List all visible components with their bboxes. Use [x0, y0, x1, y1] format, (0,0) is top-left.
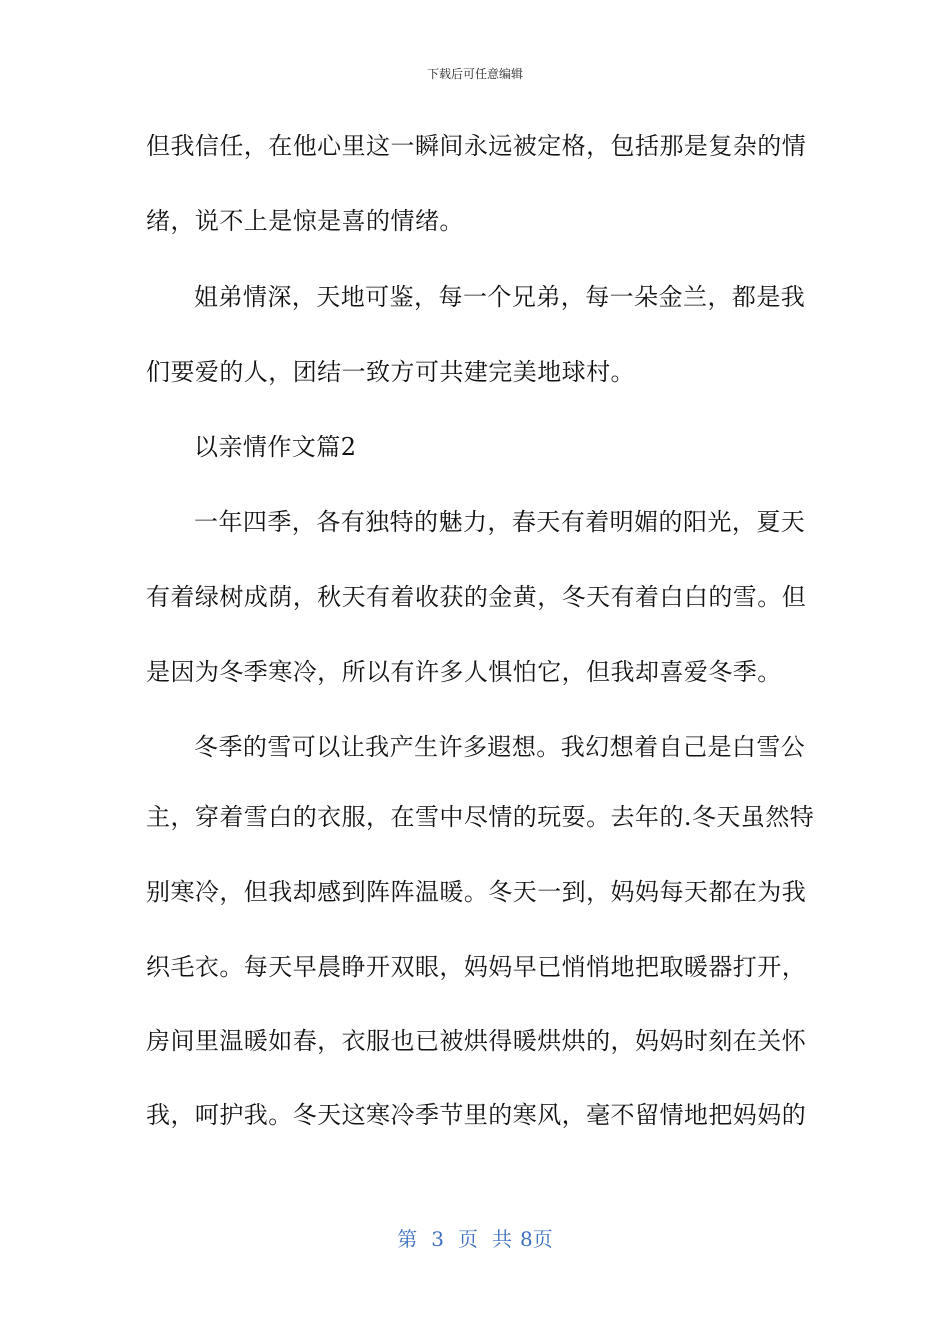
footer-label-ye: 页 [458, 1227, 478, 1251]
text-line: 绪，说不上是惊是喜的情绪。 [146, 207, 464, 235]
text-line: 织毛衣。每天早晨睁开双眼，妈妈早已悄悄地把取暖器打开， [146, 953, 807, 981]
page-header: 下载后可任意编辑 [426, 67, 523, 81]
text-line: 有着绿树成荫，秋天有着收获的金黄，冬天有着白白的雪。但 [146, 583, 807, 611]
text-line: 房间里温暖如春，衣服也已被烘得暖烘烘的，妈妈时刻在关怀 [146, 1027, 807, 1055]
page-footer [0, 1226, 950, 1252]
text-line: 我，呵护我。冬天这寒冷季节里的寒风，毫不留情地把妈妈的 [146, 1101, 807, 1129]
text-line: 别寒冷，但我却感到阵阵温暖。冬天一到，妈妈每天都在为我 [146, 878, 807, 906]
text-line: 冬季的雪可以让我产生许多遐想。我幻想着自己是白雪公 [194, 733, 806, 761]
current-page-number: 3 [431, 1227, 444, 1251]
text-line: 姐弟情深，天地可鉴，每一个兄弟，每一朵金兰，都是我 [194, 283, 806, 311]
text-line: 但我信任，在他心里这一瞬间永远被定格，包括那是复杂的情 [146, 132, 807, 160]
section-heading: 以亲情作文篇2 [194, 433, 357, 461]
text-line: 主，穿着雪白的衣服，在雪中尽情的玩耍。去年的.冬天虽然特 [146, 803, 815, 831]
footer-label-gong: 共 [492, 1227, 512, 1251]
text-line: 是因为冬季寒冷，所以有许多人惧怕它，但我却喜爱冬季。 [146, 658, 782, 686]
footer-label-di: 第 [397, 1227, 418, 1251]
text-line: 一年四季，各有独特的魅力，春天有着明媚的阳光，夏天 [194, 508, 806, 536]
text-line: 们要爱的人，团结一致方可共建完美地球村。 [146, 358, 635, 386]
total-pages: 8页 [520, 1227, 553, 1251]
